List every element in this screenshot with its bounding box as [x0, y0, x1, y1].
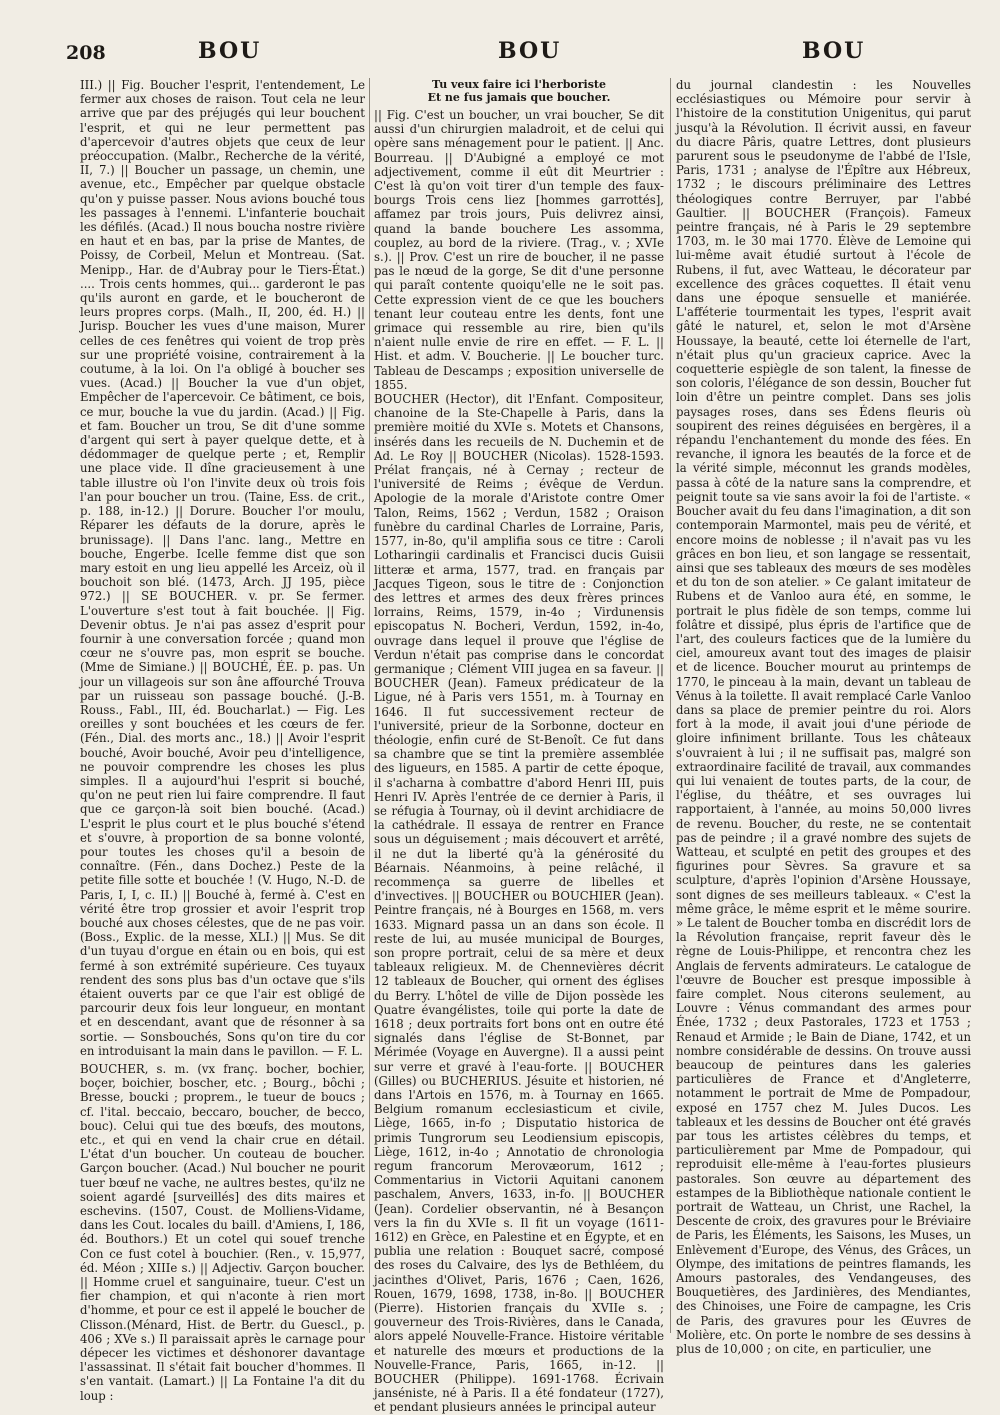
entry-boucher-noun: BOUCHER, s. m. (vx franç. bocher, bochier, boçer, boichier, boscher, etc. ; Bourg., bôchi ; Bresse, boucki ; proprem., le tueur de boucs ; cf. l'ital. beccaio, beccaro, boucher, de becco, bouc). Celui qui tue des bœufs, des moutons, etc., et qui en vend la chair crue en détail. L'état d'un boucher. Un couteau de boucher. Garçon boucher. (Acad.) Nul boucher ne pourit tuer bœuf ne vache, ne aultres bestes, qu'ilz ne soient agardé [surveillés] des dits maires et eschevins. (1507, Coust. de Molliens-Vidame, dans les Cout. locales du baill. d'Amiens, I, 186, éd. Bouthors.) Et un cotel qui souef trenche Con ce fust cotel à bouchier. (Ren., v. 15,977, éd. Méon ; XIIIe s.) || Adjectiv. Garçon boucher. || Homme cruel et sanguinaire, tueur. C'est un fier champion, et qui n'aconte à rien mort d'homme, et pour ce est il appelé le boucher de Clisson.(Ménard, Hist. de Bertr. du Guescl., p. 406 ; XVe s.) Il paraissait après le carnage pour dépecer les victimes et déshonorer davantage l'assassinat. Il s'était fait boucher d'hommes. Il s'en vantait. (Lamart.) || La Fontaine l'a dit du loup : [80, 1062, 365, 1403]
entry-text: du journal clandestin : les Nouvelles ecclésiastiques ou Mémoire pour servir à l'histoire de la constitution Unigenitus, qui parut jusqu'à la Révolution. Il écrivit aussi, en faveur du diacre Pâris, quatre Lettres, dont plusieurs parurent sous le pseudonyme de l'abbé de l'Isle, Paris, 1731 ; analyse de l'Épître aux Hébreux, 1732 ; le discours préliminaire des Lettres théologiques contre Berruyer, par l'abbé Gaultier. || BOUCHER (François). Fameux peintre français, né à Paris le 29 septembre 1703, m. le 30 mai 1770. Élève de Lemoine qui lui-même avait étudié surtout à l'école de Rubens, il fut, avec Watteau, le décorateur par excellence des grâces coquettes. Il était venu dans une époque sensuelle et maniérée. L'afféterie tourmentait les types, l'esprit avait gâté le naturel, et, selon le mot d'Arsène Houssaye, la beauté, cette loi éternelle de l'art, n'était plus qu'un gracieux caprice. Avec la coquetterie espiègle de son talent, la finesse de son coloris, l'élégance de son dessin, Boucher fut loin d'être un peintre complet. Dans ses jolis paysages roses, dans ses Édens fleuris où soupirent des reines déguisées en bergères, il a répandu l'enchantement du monde des fées. En revanche, il ignora les beautés de la force et de la vérité simple, méconnut les grands modèles, passa à côté de la nature sans la comprendre, et peignit toute sa vie sans avoir la foi de l'artiste. « Boucher avait du feu dans l'imagination, a dit son contemporain Marmontel, mais peu de vérité, et encore moins de noblesse ; il n'avait pas vu les grâces en bon lieu, et son langage se ressentait, ainsi que ses tableaux des mœurs de ses modèles et du ton de son atelier. » Ce galant imitateur de Rubens et de Vanloo aura été, en somme, le portrait le plus fidèle de son temps, comme lui folâtre et dissipé, plus épris de l'artifice que de l'art, des couleurs factices que de la lumière du ciel, amoureux avant tout des images de plaisir et de licence. Boucher mourut au printemps de 1770, le pinceau à la main, devant un tableau de Vénus à la toilette. Il avait remplacé Carle Vanloo dans sa place de premier peintre du roi. Alors fort à la mode, il avait joui d'une période de gloire infiniment brillante. Tous les châteaux s'ouvraient à lui ; il ne suffisait pas, malgré son extraordinaire facilité de travail, aux commandes qui lui venaient de toutes parts, de la cour, de l'église, du théâtre, et ses ouvrages lui rapportaient, à l'année, au moins 50,000 livres de revenu. Boucher, du reste, ne se contentait pas de peindre ; il a gravé nombre des sujets de Watteau, et sculpté en petit des groupes et des figurines pour Sèvres. Sa gravure et sa sculpture, d'après l'opinion d'Arsène Houssaye, sont dignes de ses meilleurs tableaux. « C'est la même grâce, le même esprit et le même sourire. » Le talent de Boucher tomba en discrédit lors de la Révolution française, reprit faveur dès le règne de Louis-Philippe, et rencontra chez les Anglais de fervents admirateurs. Le catalogue de l'œuvre de Boucher est presque impossible à faire complet. Nous citerons seulement, au Louvre : Vénus commandant des armes pour Énée, 1732 ; deux Pastorales, 1723 et 1753 ; Renaud et Armide ; le Bain de Diane, 1742, et un nombre considérable de dessins. On trouve aussi beaucoup de peintures dans les galeries particulières de France et d'Angleterre, notamment le portrait de Mme de Pompadour, exposé en 1757 chez M. Jules Ducos. Les tableaux et les dessins de Boucher ont été gravés par tous les artistes célèbres du temps, et particulièrement par Mme de Pompadour, qui reproduisit elle-même à l'eau-fortes plusieurs pastorales. Son œuvre au département des estampes de la Bibliothèque nationale contient le portrait de Watteau, un Christ, une Rachel, la Descente de croix, des gravures pour le Bréviaire de Paris, les Éléments, les Saisons, les Muses, un Enlèvement d'Europe, des Vénus, des Grâces, un Olympe, des imitations de peintres flamands, les Amours pastorales, des Vendangeuses, des Bouquetières, des Jardinières, des Mendiantes, des Chinoises, une Foire de campagne, les Cris de Paris, des gravures pour les Œuvres de Molière, etc. On porte le nombre de ses dessins à plus de 10,000 ; on cite, en particulier, une [676, 78, 971, 1357]
column-left [80, 78, 365, 1403]
verse-line: Tu veux faire ici l'herboriste [432, 78, 606, 91]
running-head-center: BOU [498, 38, 562, 64]
entry-text: || Fig. C'est un boucher, un vrai boucher, Se dit aussi d'un chirurgien maladroit, et de celui qui opère sans ménagement pour le patient. || Anc. Bourreau. || D'Aubigné a employé ce mot adjectivement, comme il eût dit Meurtrier : C'est là qu'on voit tirer d'un temple des faux-bourgs Trois cens liez [hommes garrottés], affamez par trois jours, Puis delivrez ainsi, quand la bande bouchere Les assomma, couplez, au bord de la riviere. (Trag., v. ; XVIe s.). || Prov. C'est un rire de boucher, il ne passe pas le nœud de la gorge, Se dit d'une personne qui paraît contente quoiqu'elle ne le soit pas. Cette expression vient de ce que les bouchers tenant leur couteau entre les dents, font une grimace qui ressemble au rire, bien qu'ils n'aient nulle envie de rire en effet. — F. L. || Hist. et adm. V. Boucherie. || Le boucher turc. Tableau de Descamps ; exposition universelle de 1855. [374, 108, 664, 392]
column-divider [369, 78, 370, 1333]
entry-boucher-names: BOUCHER (Hector), dit l'Enfant. Compositeur, chanoine de la Ste-Chapelle à Paris, dans la première moitié du XVIe s. Motets et Chansons, insérés dans les recueils de N. Duchemin et de Ad. Le Roy || BOUCHER (Nicolas). 1528-1593. Prélat français, né à Cernay ; recteur de l'université de Reims ; évêque de Verdun. Apologie de la morale d'Aristote contre Omer Talon, Reims, 1562 ; Verdun, 1582 ; Oraison funèbre du cardinal Charles de Lorraine, Paris, 1577, in-8o, qu'il amplifia sous ce titre : Caroli Lotharingii cardinalis et Francisci ducis Guisii litteræ et arma, 1577, trad. en français par Jacques Tigeon, sous le titre de : Conjonction des lettres et armes des deux frères princes lorrains, Reims, 1579, in-4o ; Virdunensis episcopatus N. Bocheri, Verdun, 1592, in-4o, ouvrage dans lequel il prouve que l'église de Verdun n'était pas comprise dans le concordat germanique ; Clément VIII jugea en sa faveur. || BOUCHER (Jean). Fameux prédicateur de la Ligue, né à Paris vers 1551, m. à Tournay en 1646. Il fut successivement recteur de l'université, prieur de la Sorbonne, docteur en théologie, enfin curé de St-Benoît. Ce fut dans sa chambre que se tint la première assemblée des ligueurs, en 1585. A partir de cette époque, il s'acharna à combattre d'abord Henri III, puis Henri IV. Après l'entrée de ce dernier à Paris, il se réfugia à Tournay, où il devint archidiacre de la cathédrale. Il essaya de rentrer en France sous un déguisement ; mais découvert et arrêté, il ne dut la liberté qu'à la générosité du Béarnais. Néanmoins, à peine relâché, il recommença sa guerre de libelles et d'invectives. || BOUCHER ou BOUCHIER (Jean). Peintre français, né à Bourges en 1568, m. vers 1633. Mignard passa un an dans son école. Il reste de lui, au musée municipal de Bourges, son propre portrait, celui de sa mère et deux tableaux religieux. M. de Chennevières décrit 12 tableaux de Boucher, qui ornent des églises du Berry. L'hôtel de ville de Dijon possède les Quatre évangélistes, toile qui porte la date de 1618 ; deux portraits fort bons ont en outre été signalés dans l'église de St-Bonnet, par Mérimée (Voyage en Auvergne). Il a aussi peint sur verre et gravé à l'eau-forte. || BOUCHER (Gilles) ou BUCHERIUS. Jésuite et historien, né dans l'Artois en 1576, m. à Tournay en 1665. Belgium romanum ecclesiasticum et civile, Liège, 1665, in-fo ; Disputatio historica de primis Tungrorum seu Leodiensium episcopis, Liège, 1612, in-4o ; Annotatio de chronologia regum francorum Merovæorum, 1612 ; Commentarius in Victorii Aquitani canonem paschalem, Anvers, 1633, in-fo. || BOUCHER (Jean). Cordelier observantin, né à Besançon vers la fin du XVIe s. Il fit un voyage (1611-1612) en Grèce, en Palestine et en Égypte, et en publia une relation : Bouquet sacré, composé des roses du Calvaire, des lys de Bethléem, du jacinthes d'Olivet, Paris, 1676 ; Caen, 1626, Rouen, 1679, 1698, 1738, in-8o. || BOUCHER (Pierre). Historien français du XVIIe s. ; gouverneur des Trois-Rivières, dans le Canada, alors appelé Nouvelle-France. Histoire véritable et naturelle des mœurs et productions de la Nouvelle-France, Paris, 1665, in-12. || BOUCHER (Philippe). 1691-1768. Écrivain janséniste, né à Paris. Il a été fondateur (1727), et pendant plusieurs années le principal auteur [374, 392, 664, 1415]
column-middle [374, 78, 664, 1415]
column-right [676, 78, 971, 1357]
verse-line: Et ne fus jamais que boucher. [427, 91, 611, 104]
column-divider [670, 78, 671, 1333]
running-head-left: BOU [198, 38, 262, 64]
page-number: 208 [66, 42, 106, 64]
page-header [60, 38, 960, 74]
running-head-right: BOU [802, 38, 866, 64]
verse-quote [374, 78, 664, 104]
entry-text: III.) || Fig. Boucher l'esprit, l'entendement, Le fermer aux choses de raison. Tout cela ne leur arrive que par des préjugés qui leur bouchent l'esprit, et qui ne leur permettent pas d'apercevoir d'autres objets que ceux de leur préoccupation. (Malbr., Recherche de la vérité, II, 7.) || Boucher un passage, un chemin, une avenue, etc., Empêcher par quelque obstacle qu'on y puisse passer. Nous avions bouché tous les passages à l'ennemi. L'infanterie bouchait les défilés. (Acad.) Il nous boucha nostre rivière en haut et en bas, par la prise de Mantes, de Poissy, de Corbeil, Melun et Montreau. (Sat. Menipp., Har. de d'Aubray pour le Tiers-État.) .... Trois cents hommes, qui... garderont le pas qu'ils auront en garde, et le boucheront de leurs propres corps. (Malh., II, 200, éd. H.) || Jurisp. Boucher les vues d'une maison, Murer celles de ces fenêtres qui voient de trop près sur une propriété voisine, contrairement à la coutume, à la loi. On l'a obligé à boucher ses vues. (Acad.) || Boucher la vue d'un objet, Empêcher de l'apercevoir. Ce bâtiment, ce bois, ce mur, bouche la vue du jardin. (Acad.) || Fig. et fam. Boucher un trou, Se dit d'une somme d'argent qui sert à payer quelque dette, et à dédommager de quelque perte ; et, Remplir une place vide. Il dîne gracieusement à une table illustre où l'on l'invite deux où trois fois l'an pour boucher un trou. (Taine, Ess. de crit., p. 188, in-12.) || Dorure. Boucher l'or moulu, Réparer les défauts de la dorure, après le brunissage). || Dans l'anc. lang., Mettre en bouche, Engerbe. Icelle femme dist que son mary estoit en ung lieu appellé les Arceiz, où il bouchoit son blé. (1473, Arch. JJ 195, pièce 972.) || SE BOUCHER. v. pr. Se fermer. L'ouverture s'est tout à fait bouchée. || Fig. Devenir obtus. Je n'ai pas assez d'esprit pour fournir à une conversation forcée ; quand mon cœur ne s'ouvre pas, mon esprit se bouche. (Mme de Simiane.) || BOUCHÉ, ÉE. p. pas. Un jour un villageois sur son âne affourché Trouva par un ruisseau son passage bouché. (J.-B. Rouss., Fabl., III, éd. Boucharlat.) — Fig. Les oreilles y sont bouchées et les cœurs de fer. (Fén., Dial. des morts anc., 18.) || Avoir l'esprit bouché, Avoir bouché, Avoir peu d'intelligence, ne pouvoir comprendre les choses les plus simples. Il a aujourd'hui l'esprit si bouché, qu'on ne peut rien lui faire comprendre. Il faut que ce garçon-là soit bien bouché. (Acad.) L'esprit le plus court et le plus bouché s'étend et s'ouvre, à proportion de sa bonne volonté, pour toutes les choses qu'il a besoin de connaître. (Fén., dans Dochez.) Peste de la petite fille sotte et bouchée ! (V. Hugo, N.-D. de Paris, I, I, c. II.) || Bouché à, fermé à. C'est en vérité être trop grossier et avoir l'esprit trop bouché aux choses célestes, que de ne pas voir. (Boss., Explic. de la messe, XLI.) || Mus. Se dit d'un tuyau d'orgue en étain ou en bois, qui est fermé à son extrémité supérieure. Ces tuyaux rendent des sons plus bas d'un octave que s'ils étaient ouverts par ce que l'air est obligé de parcourir deux fois leur longueur, en montant et en descendant, avant que de résonner à sa sortie. — Sonsbouchés, Sons qu'on tire du cor en introduisant la main dans le pavillon. — F. L. [80, 78, 365, 1058]
